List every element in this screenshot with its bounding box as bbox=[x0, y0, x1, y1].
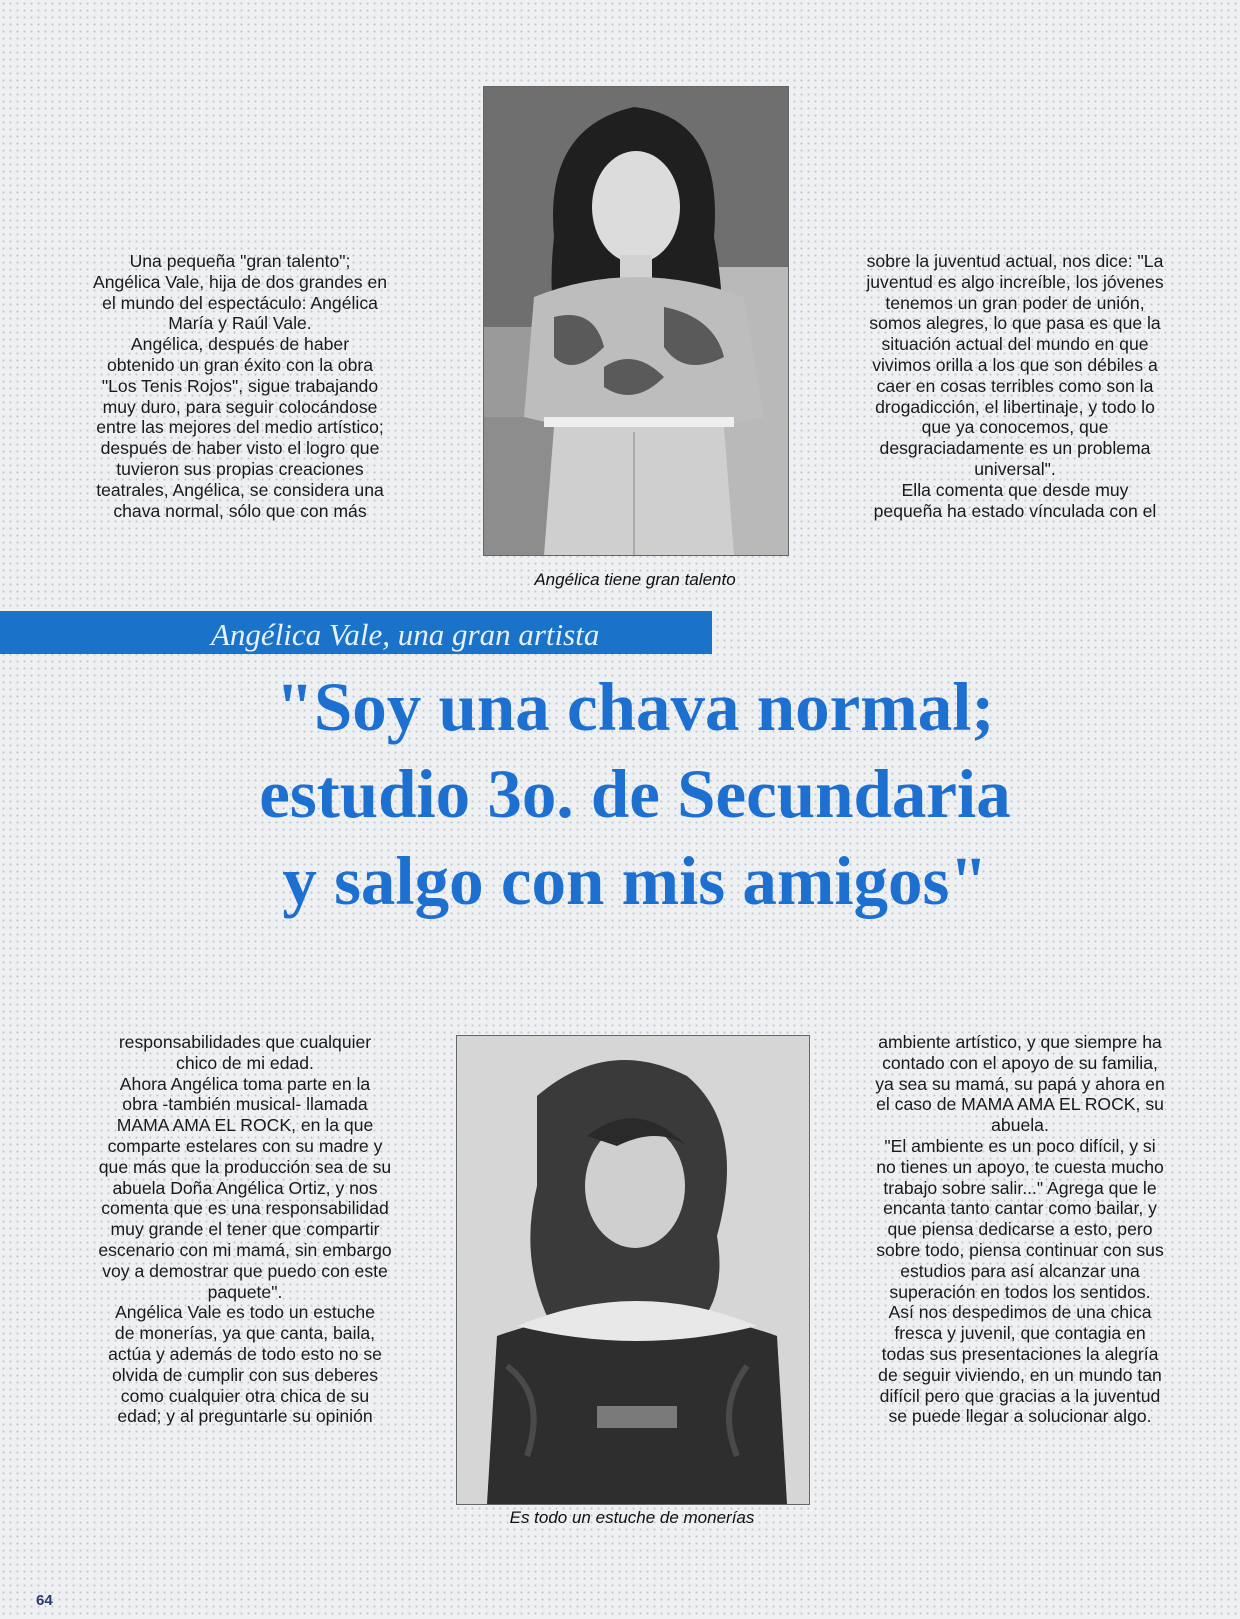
text-line: Ahora Angélica toma parte en la bbox=[119, 1073, 371, 1094]
text-line: juventud es algo increíble, los jóvenes bbox=[866, 271, 1164, 292]
text-line: olvida de cumplir con sus deberes bbox=[111, 1364, 378, 1385]
text-line: que más que la producción sea de su bbox=[98, 1156, 392, 1177]
text-line: edad; y al preguntarle su opinión bbox=[117, 1406, 373, 1427]
text-line: responsabilidades que cualquier bbox=[118, 1032, 372, 1052]
text-line: comparte estelares con su madre y bbox=[107, 1135, 383, 1156]
text-line: drogadicción, el libertinaje, y todo lo bbox=[875, 396, 1155, 417]
text-line: MAMA AMA EL ROCK, en la que bbox=[116, 1115, 374, 1136]
text-line: chico de mi edad. bbox=[176, 1052, 314, 1073]
text-line: contado con el apoyo de su familia, bbox=[882, 1052, 1158, 1073]
text-line: sobre la juventud actual, nos dice: "La bbox=[866, 251, 1164, 271]
text-line: María y Raúl Vale. bbox=[168, 313, 312, 334]
top-left-column bbox=[60, 251, 420, 521]
page-number: 64 bbox=[36, 1592, 53, 1609]
caption-bottom-photo: Es todo un estuche de monerías bbox=[509, 1508, 755, 1527]
text-line: caer en cosas terribles como son la bbox=[876, 375, 1154, 396]
headline-line: estudio 3o. de Secundaria bbox=[259, 756, 1011, 832]
text-line: ya sea su mamá, su papá y ahora en bbox=[875, 1073, 1165, 1094]
headline-line: "Soy una chava normal; bbox=[275, 669, 995, 745]
text-line: de monerías, ya que canta, baila, bbox=[114, 1323, 376, 1344]
text-line: "El ambiente es un poco difícil, y si bbox=[884, 1135, 1156, 1156]
photo-top bbox=[483, 86, 789, 556]
text-line: pequeña ha estado vínculada con el bbox=[873, 500, 1157, 521]
text-line: entre las mejores del medio artístico; bbox=[96, 417, 384, 438]
text-line: chava normal, sólo que con más bbox=[113, 500, 367, 521]
text-line: se puede llegar a solucionar algo. bbox=[888, 1406, 1152, 1427]
text-line: que ya conocemos, que bbox=[921, 417, 1109, 438]
text-line: ambiente artístico, y que siempre ha bbox=[878, 1032, 1162, 1052]
text-line: muy duro, para seguir colocándose bbox=[102, 396, 378, 417]
text-line: teatrales, Angélica, se considera una bbox=[96, 479, 384, 500]
text-line: abuela. bbox=[991, 1115, 1049, 1136]
text-line: Así nos despedimos de una chica bbox=[888, 1302, 1152, 1323]
text-line: escenario con mi mamá, sin embargo bbox=[98, 1239, 392, 1260]
kicker-title: Angélica Vale, una gran artista bbox=[211, 617, 600, 652]
bottom-left-column bbox=[60, 1032, 430, 1427]
text-line: superación en todos los sentidos. bbox=[889, 1281, 1151, 1302]
text-line: todas sus presentaciones la alegría bbox=[881, 1343, 1159, 1364]
text-line: somos alegres, lo que pasa es que la bbox=[869, 313, 1161, 334]
photo-top-image bbox=[484, 87, 788, 555]
text-line: difícil pero que gracias a la juventud bbox=[879, 1385, 1161, 1406]
text-line: el caso de MAMA AMA EL ROCK, su bbox=[876, 1094, 1164, 1115]
text-line: paquete". bbox=[207, 1281, 283, 1302]
photo-bottom bbox=[456, 1035, 810, 1505]
text-line: abuela Doña Angélica Ortiz, y nos bbox=[112, 1177, 378, 1198]
text-line: Ella comenta que desde muy bbox=[901, 479, 1129, 500]
photo-bottom-image bbox=[457, 1036, 809, 1504]
text-line: tuvieron sus propias creaciones bbox=[116, 458, 364, 479]
headline bbox=[60, 664, 1210, 925]
text-line: actúa y además de todo esto no se bbox=[108, 1343, 382, 1364]
text-line: Angélica Vale, hija de dos grandes en bbox=[92, 271, 388, 292]
text-line: tenemos un gran poder de unión, bbox=[885, 292, 1145, 313]
text-line: obtenido un gran éxito con la obra bbox=[106, 354, 374, 375]
text-line: comenta que es una responsabilidad bbox=[101, 1198, 389, 1219]
text-line: el mundo del espectáculo: Angélica bbox=[102, 292, 378, 313]
text-line: después de haber visto el logro que bbox=[100, 438, 380, 459]
bottom-right-column bbox=[835, 1032, 1205, 1427]
text-line: estudios para así alcanzar una bbox=[900, 1260, 1140, 1281]
text-line: trabajo sobre salir..." Agrega que le bbox=[883, 1177, 1157, 1198]
text-line: Una pequeña "gran talento"; bbox=[129, 251, 351, 271]
text-line: como cualquier otra chica de su bbox=[120, 1385, 370, 1406]
text-line: que piensa dedicarse a esto, pero bbox=[887, 1219, 1153, 1240]
text-line: fresca y juvenil, que contagia en bbox=[894, 1323, 1146, 1344]
text-line: situación actual del mundo en que bbox=[881, 334, 1149, 355]
top-right-column bbox=[830, 251, 1200, 521]
text-line: encanta tanto cantar como bailar, y bbox=[883, 1198, 1157, 1219]
headline-line: y salgo con mis amigos" bbox=[282, 843, 988, 919]
text-line: voy a demostrar que puedo con este bbox=[102, 1260, 388, 1281]
text-line: sobre todo, piensa continuar con sus bbox=[876, 1239, 1164, 1260]
text-line: Angélica Vale es todo un estuche bbox=[115, 1302, 375, 1323]
text-line: de seguir viviendo, en un mundo tan bbox=[878, 1364, 1162, 1385]
caption-top-photo: Angélica tiene gran talento bbox=[534, 570, 736, 589]
text-line: "Los Tenis Rojos", sigue trabajando bbox=[101, 375, 379, 396]
text-line: desgraciadamente es un problema bbox=[879, 438, 1151, 459]
text-line: universal". bbox=[974, 458, 1056, 479]
text-line: obra -también musical- llamada bbox=[122, 1094, 368, 1115]
text-line: Angélica, después de haber bbox=[130, 334, 350, 355]
text-line: vivimos orilla a los que son débiles a bbox=[872, 354, 1158, 375]
text-line: no tienes un apoyo, te cuesta mucho bbox=[876, 1156, 1164, 1177]
text-line: muy grande el tener que compartir bbox=[110, 1219, 380, 1240]
